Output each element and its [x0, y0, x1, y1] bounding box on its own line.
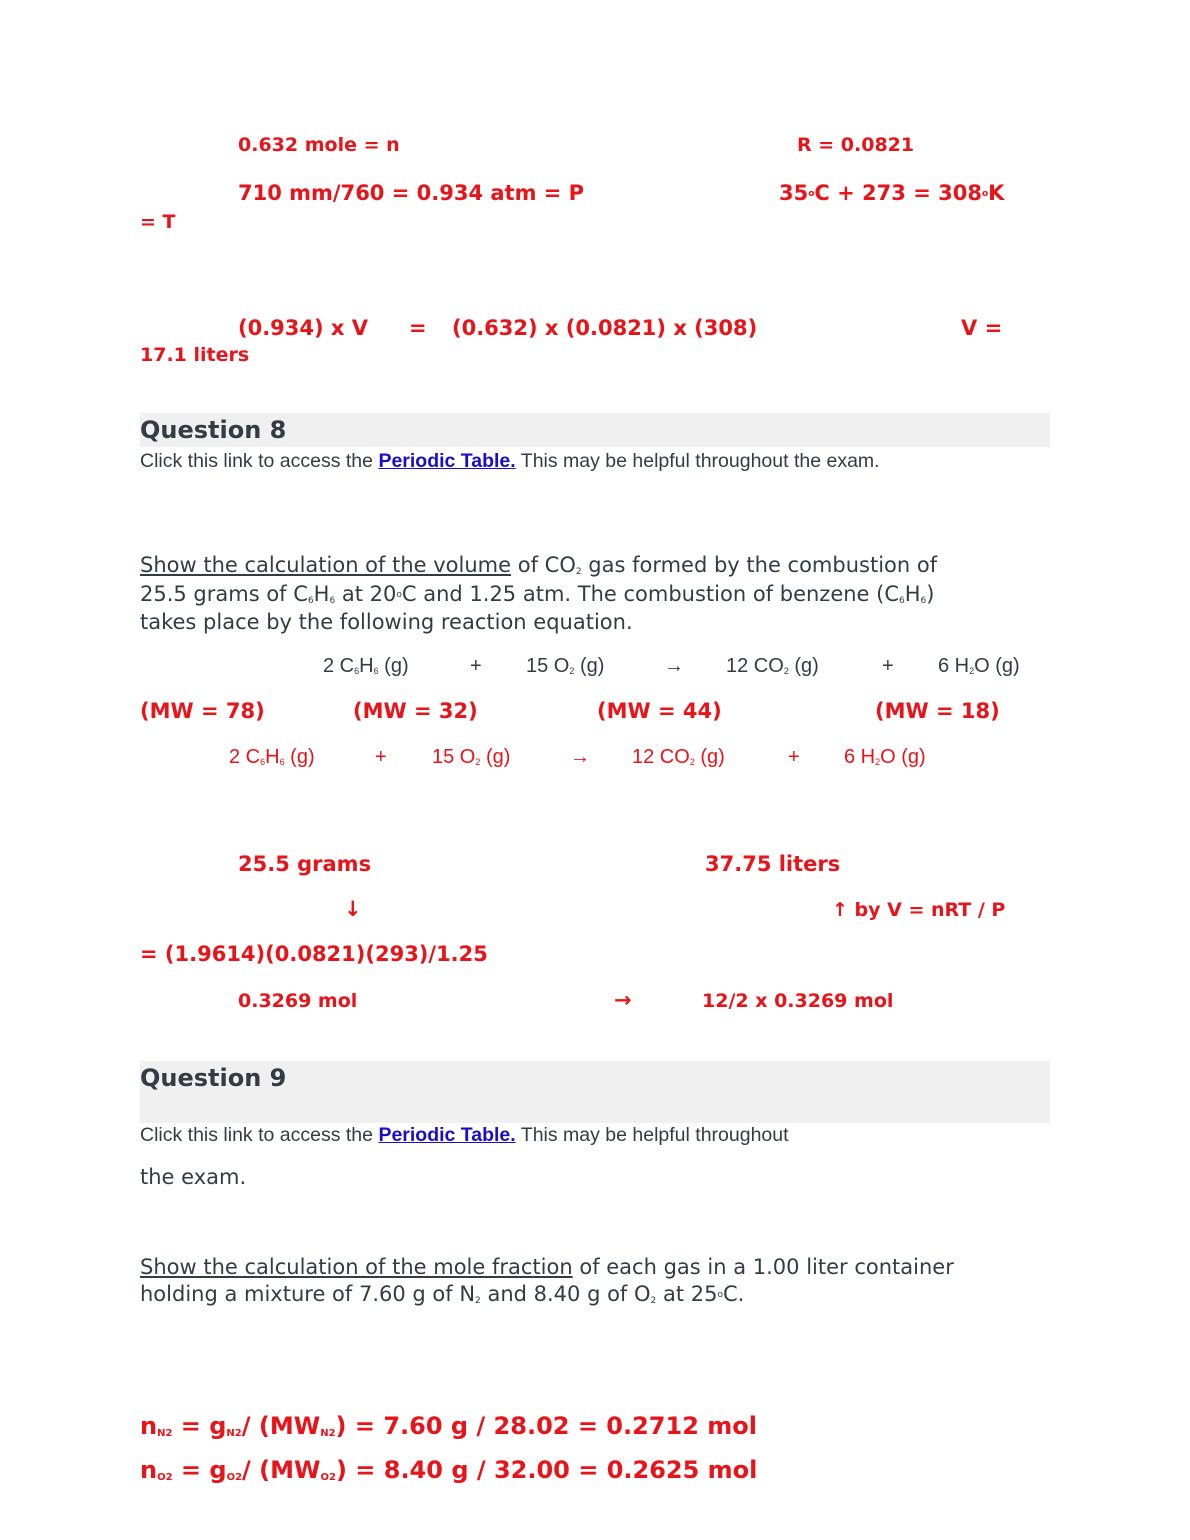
temperature-conversion: 35oC + 273 = 308oK [779, 181, 1005, 205]
ideal-gas-right: (0.632) x (0.0821) x (308) [452, 316, 758, 340]
reaction-arrow: → [664, 655, 684, 677]
ideal-gas-left: (0.934) x V [238, 316, 369, 340]
periodic-table-link[interactable]: Periodic Table. [378, 1124, 516, 1146]
mole-ratio: 12/2 x 0.3269 mol [702, 990, 894, 1012]
question-9-prompt-line-2: holding a mixture of 7.60 g of $N_2$ and 8.40 g of $O_2$ at 25oC. [140, 1282, 745, 1306]
conversion-arrow: → [614, 988, 632, 1012]
question-8-prompt-line-3: takes place by the following reaction equation. [140, 610, 633, 634]
mw-co2: (MW = 44) [597, 699, 722, 723]
volume-label: V = [961, 316, 1003, 340]
red-product-co2: 12 $CO_2$ (g) [632, 746, 725, 768]
mw-oxygen: (MW = 32) [353, 699, 478, 723]
plus-sign: + [470, 655, 482, 677]
reactant-benzene: 2 $C_6H_6$ (g) [323, 655, 409, 677]
red-plus-sign: + [788, 746, 800, 768]
temperature-label: = T [140, 211, 176, 233]
liters-result: 37.75 liters [705, 852, 841, 876]
volume-result: 17.1 liters [140, 344, 250, 366]
red-reaction-arrow: → [570, 746, 590, 768]
r-constant: R = 0.0821 [797, 134, 915, 156]
moles-value: 0.632 mole = n [238, 134, 400, 156]
question-8-prompt-line-1: Show the calculation of the volume of $CO_2$ gas formed by the combustion of [140, 553, 938, 577]
mw-water: (MW = 18) [875, 699, 1000, 723]
mw-benzene: (MW = 78) [140, 699, 265, 723]
plus-sign: + [882, 655, 894, 677]
product-water: 6 $H_2O$ (g) [938, 655, 1020, 677]
pressure-conversion: 710 mm/760 = 0.934 atm = P [238, 181, 585, 205]
question-8-periodic-note: Click this link to access the Periodic Table. This may be helpful throughout the exam. [140, 450, 880, 472]
question-9-prompt-line-1: Show the calculation of the mole fraction of each gas in a 1.00 liter container [140, 1255, 954, 1279]
down-arrow: ↓ [344, 897, 362, 921]
red-plus-sign: + [375, 746, 387, 768]
ideal-gas-note: ↑ by V = nRT / P [832, 899, 1006, 921]
grams-given: 25.5 grams [238, 852, 372, 876]
question-9-periodic-note: Click this link to access the Periodic Table. This may be helpful throughout [140, 1124, 789, 1146]
red-reactant-benzene: 2 $C_6H_6$ (g) [229, 746, 315, 768]
red-reactant-oxygen: 15 $O_2$ (g) [432, 746, 511, 768]
periodic-table-link[interactable]: Periodic Table. [378, 450, 516, 472]
red-product-water: 6 $H_2O$ (g) [844, 746, 926, 768]
nitrogen-moles: nN2 = gN2/ (MWN2) = 7.60 g / 28.02 = 0.2712 mol [140, 1412, 757, 1440]
reactant-oxygen: 15 $O_2$ (g) [526, 655, 605, 677]
oxygen-moles: nO2 = gO2/ (MWO2) = 8.40 g / 32.00 = 0.2625 mol [140, 1456, 758, 1484]
question-8-prompt-line-2: 25.5 grams of $C_6H_6$ at 20oC and 1.25 atm. The combustion of benzene $(C_6H_6)$ [140, 582, 935, 606]
question-9-heading: Question 9 [140, 1061, 1050, 1123]
question-8-heading: Question 8 [140, 413, 1050, 447]
question-9-periodic-note-cont: the exam. [140, 1165, 247, 1189]
volume-calculation: = (1.9614)(0.0821)(293)/1.25 [140, 942, 488, 966]
moles-benzene: 0.3269 mol [238, 990, 358, 1012]
ideal-gas-equals: = [409, 316, 427, 340]
product-co2: 12 $CO_2$ (g) [726, 655, 819, 677]
